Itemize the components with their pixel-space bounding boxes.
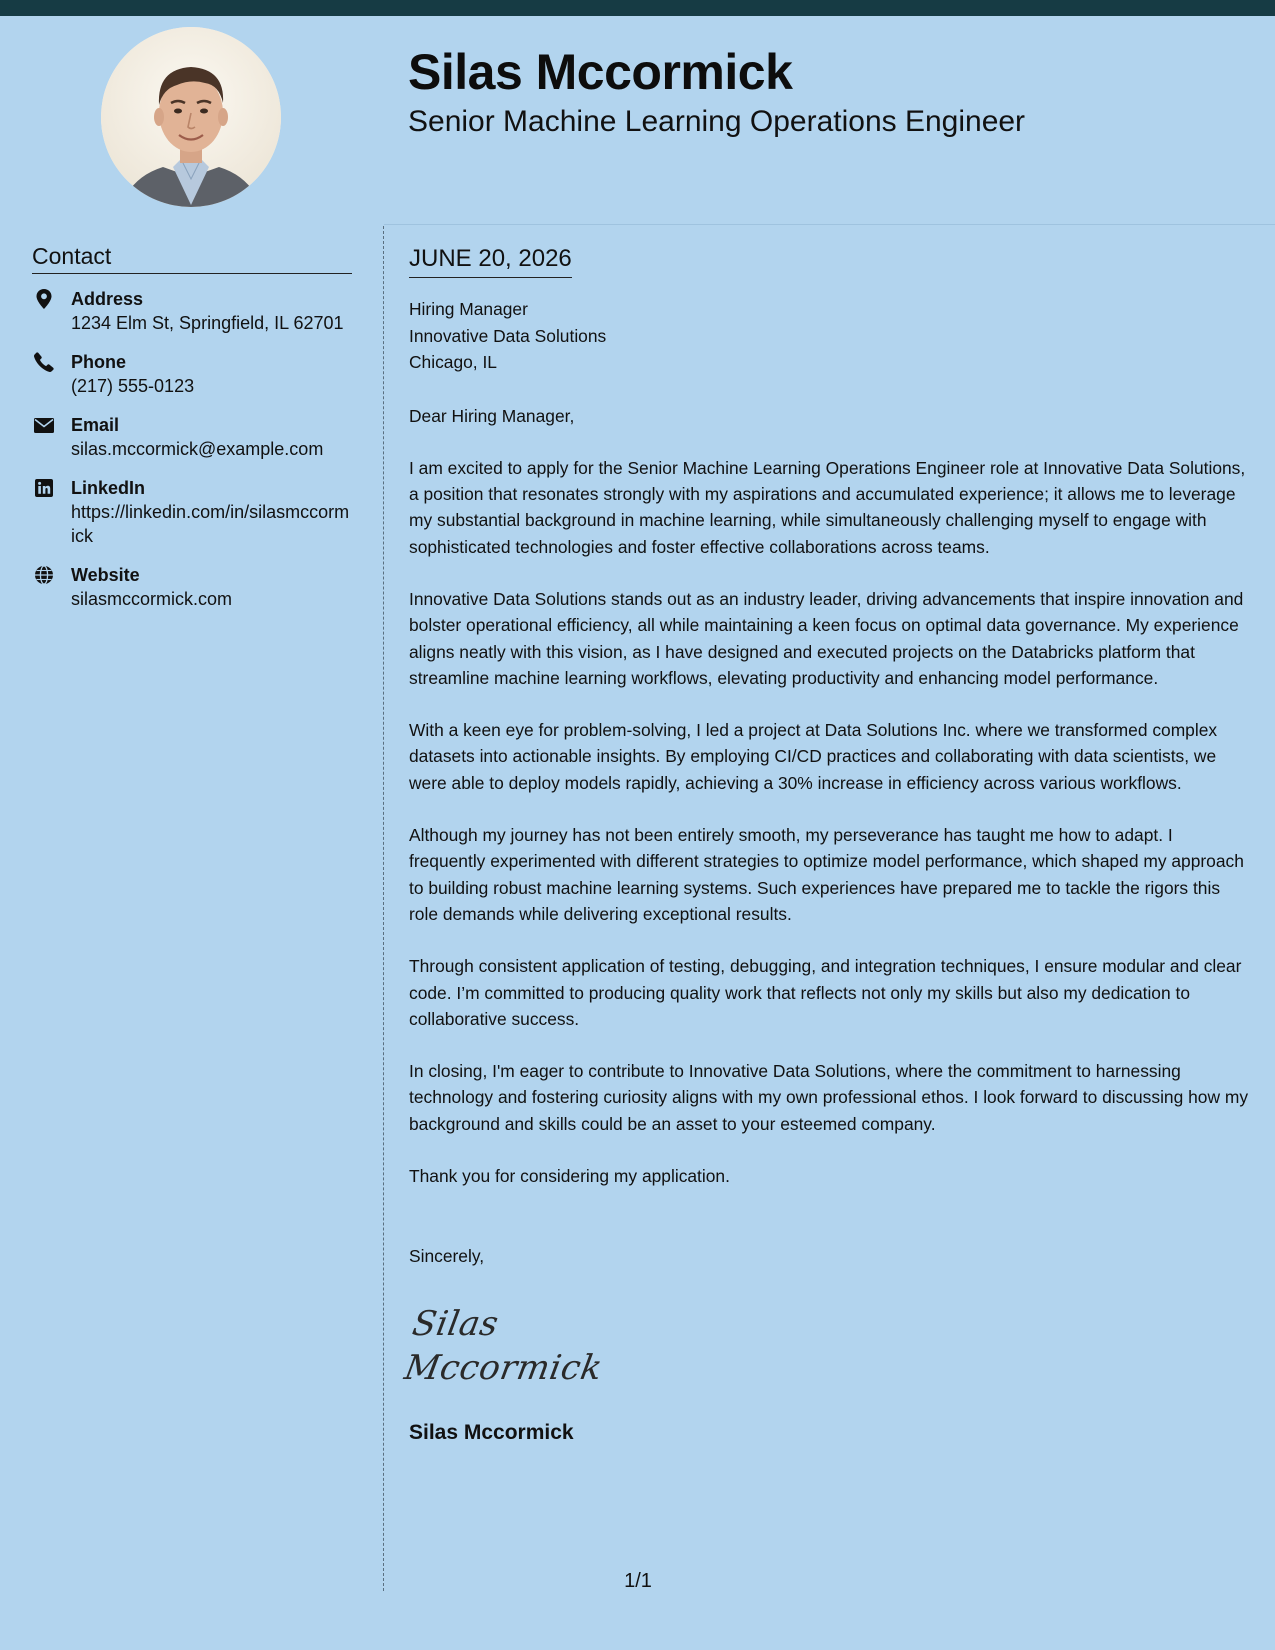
- body-paragraph: With a keen eye for problem-solving, I led a project at Data Solutions Inc. where we transformed complex datasets into actionable insights. By employing CI/CD practices and collaborating with data scientists, we were able to deploy models rapidly, achieving a 30% increase in efficiency across various workflows.: [409, 720, 1218, 793]
- body-paragraph: Innovative Data Solutions stands out as an industry leader, driving advancements that inspire innovation and bolster operational efficiency, all while maintaining a keen focus on optimal data governance. My experience aligns neatly with this vision, as I have designed and executed projects on the Databricks platform that streamline machine learning workflows, elevating productivity and enhancing model performance.: [409, 588, 1244, 688]
- contact-item-phone: [32, 350, 352, 398]
- contact-item-website: [32, 563, 352, 611]
- contact-sidebar: [32, 242, 352, 611]
- letter-date: JUNE 20, 2026: [409, 244, 572, 278]
- linkedin-value[interactable]: https://linkedin.com/in/silasmccormick: [71, 502, 350, 546]
- location-pin-icon: [34, 289, 54, 309]
- address-value: 1234 Elm St, Springfield, IL 62701: [71, 313, 344, 333]
- recipient-line: Hiring Manager: [409, 299, 528, 319]
- page-number: 1/1: [624, 1570, 652, 1592]
- closing: Sincerely,: [409, 1246, 485, 1267]
- body-paragraph: Although my journey has not been entirely smooth, my perseverance has taught me how to adapt. I frequently experimented with different strategies to optimize model performance, which shaped my approach to building robust machine learning systems. Such experiences have prepared me to tackle the rigors this role demands while delivering exceptional results.: [409, 825, 1244, 924]
- recipient-line: Chicago, IL: [409, 352, 497, 372]
- phone-icon: [34, 352, 54, 372]
- globe-icon: [34, 565, 54, 585]
- email-value[interactable]: silas.mccormick@example.com: [71, 439, 324, 459]
- contact-label: Address: [71, 289, 144, 309]
- letter-body: [401, 244, 1253, 1447]
- salutation: Dear Hiring Manager,: [409, 405, 575, 426]
- contact-label: Email: [71, 415, 120, 435]
- signer-name: Silas Mccormick: [409, 1420, 574, 1444]
- header-divider: [384, 224, 1275, 225]
- column-divider: [383, 226, 384, 1591]
- contact-item-address: [32, 287, 352, 335]
- contact-label: Website: [71, 565, 140, 585]
- contact-label: LinkedIn: [71, 478, 146, 498]
- envelope-icon: [34, 415, 54, 435]
- profile-photo: [101, 27, 281, 207]
- body-paragraph: In closing, I'm eager to contribute to Innovative Data Solutions, where the commitment to harnessing technology and fostering curiosity aligns with my own professional ethos. I look forward to discussing how my background and skills could be an asset to your esteemed company.: [409, 1061, 1249, 1134]
- handwritten-signature: Silas Mccormick: [401, 1303, 606, 1388]
- linkedin-icon: [34, 478, 54, 498]
- contact-heading: Contact: [32, 242, 352, 274]
- contact-label: Phone: [71, 352, 127, 372]
- recipient-block: [409, 296, 1253, 376]
- contact-item-email: [32, 413, 352, 461]
- contact-item-linkedin: [32, 476, 352, 548]
- applicant-name: Silas Mccormick: [408, 44, 793, 100]
- body-paragraph: Through consistent application of testing, debugging, and integration techniques, I ensure modular and clear code. I’m committed to producing quality work that reflects not only my skills but also my dedication to collaborative success.: [409, 956, 1242, 1029]
- body-paragraph: Thank you for considering my application.: [409, 1166, 730, 1187]
- top-accent-bar: [0, 0, 1275, 16]
- recipient-line: Innovative Data Solutions: [409, 325, 607, 346]
- body-paragraph: I am excited to apply for the Senior Machine Learning Operations Engineer role at Innovative Data Solutions, a position that resonates strongly with my aspirations and accumulated experience; it allows me to leverage my substantial background in machine learning, while simultaneously challenging myself to engage with sophisticated technologies and foster effective collaborations across teams.: [409, 457, 1246, 557]
- website-value[interactable]: silasmccormick.com: [71, 589, 233, 609]
- phone-value: (217) 555-0123: [71, 376, 195, 396]
- applicant-title: Senior Machine Learning Operations Engineer: [408, 105, 1026, 138]
